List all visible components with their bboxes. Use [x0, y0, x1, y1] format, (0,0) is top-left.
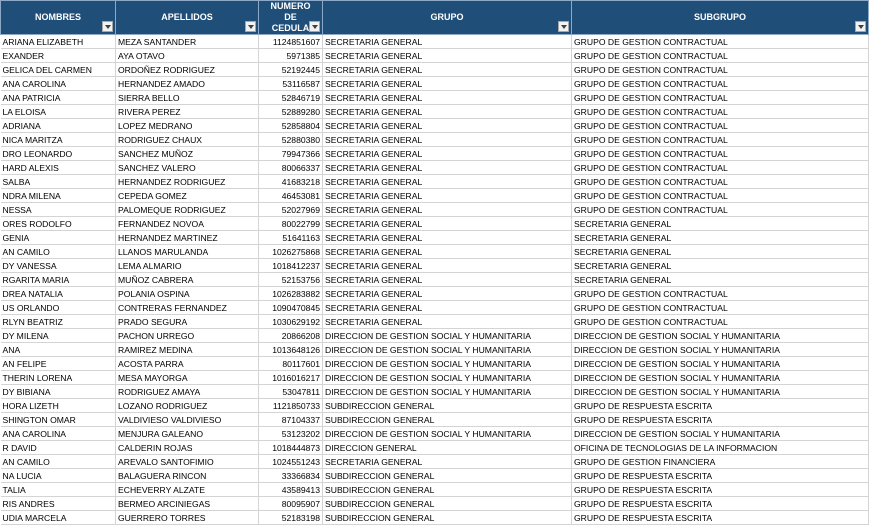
cell-apellidos[interactable]: ORDOÑEZ RODRIGUEZ [116, 63, 259, 77]
cell-cedula[interactable]: 43589413 [259, 483, 323, 497]
cell-grupo[interactable]: SECRETARIA GENERAL [323, 301, 572, 315]
cell-apellidos[interactable]: SIERRA BELLO [116, 91, 259, 105]
table-row [1, 357, 869, 371]
cell-subgrupo[interactable]: GRUPO DE GESTION CONTRACTUAL [572, 147, 869, 161]
cell-subgrupo[interactable]: SECRETARIA GENERAL [572, 273, 869, 287]
cell-nombres-text: EXANDER [2, 50, 45, 61]
cell-subgrupo[interactable]: SECRETARIA GENERAL [572, 217, 869, 231]
cell-nombres[interactable] [1, 301, 116, 315]
cell-apellidos[interactable]: LLANOS MARULANDA [116, 245, 259, 259]
cell-cedula[interactable]: 80095907 [259, 497, 323, 511]
cell-grupo[interactable]: DIRECCION DE GESTION SOCIAL Y HUMANITARIA [323, 371, 572, 385]
cell-apellidos[interactable]: PALOMEQUE RODRIGUEZ [116, 203, 259, 217]
cell-subgrupo[interactable]: GRUPO DE RESPUESTA ESCRITA [572, 399, 869, 413]
cell-nombres[interactable] [1, 119, 116, 133]
table-row [1, 399, 869, 413]
table-row [1, 49, 869, 63]
cell-subgrupo[interactable]: SECRETARIA GENERAL [572, 259, 869, 273]
table-row [1, 371, 869, 385]
cell-apellidos[interactable]: VALDIVIESO VALDIVIESO [116, 413, 259, 427]
cell-cedula[interactable]: 52880380 [259, 133, 323, 147]
cell-nombres[interactable] [1, 511, 116, 525]
cell-subgrupo[interactable]: GRUPO DE GESTION CONTRACTUAL [572, 287, 869, 301]
cell-apellidos[interactable]: MUÑOZ CABRERA [116, 273, 259, 287]
cell-nombres[interactable] [1, 49, 116, 63]
cell-nombres[interactable] [1, 469, 116, 483]
cell-apellidos[interactable]: BERMEO ARCINIEGAS [116, 497, 259, 511]
cell-nombres-text: NICA MARITZA [2, 134, 63, 145]
cell-cedula[interactable]: 80117601 [259, 357, 323, 371]
cell-nombres[interactable] [1, 175, 116, 189]
table-row [1, 91, 869, 105]
filter-dropdown-icon[interactable] [245, 21, 256, 32]
cell-subgrupo[interactable]: DIRECCION DE GESTION SOCIAL Y HUMANITARIA [572, 385, 869, 399]
table-row [1, 259, 869, 273]
cell-apellidos[interactable]: RAMIREZ MEDINA [116, 343, 259, 357]
cell-apellidos[interactable]: SANCHEZ MUÑOZ [116, 147, 259, 161]
table-row [1, 469, 869, 483]
cell-cedula[interactable]: 52846719 [259, 91, 323, 105]
cell-grupo[interactable]: DIRECCION DE GESTION SOCIAL Y HUMANITARIA [323, 385, 572, 399]
table-row [1, 483, 869, 497]
cell-apellidos[interactable]: GUERRERO TORRES [116, 511, 259, 525]
cell-nombres-text: ADRIANA [2, 120, 41, 131]
cell-cedula[interactable]: 1016016217 [259, 371, 323, 385]
table-row [1, 245, 869, 259]
cell-grupo[interactable]: SECRETARIA GENERAL [323, 133, 572, 147]
cell-grupo[interactable]: SECRETARIA GENERAL [323, 315, 572, 329]
table-row [1, 35, 869, 49]
cell-nombres-text: RLYN BEATRIZ [2, 316, 63, 327]
cell-apellidos[interactable]: LOPEZ MEDRANO [116, 119, 259, 133]
filter-dropdown-icon[interactable] [102, 21, 113, 32]
cell-cedula[interactable]: 52889280 [259, 105, 323, 119]
cell-cedula[interactable]: 52027969 [259, 203, 323, 217]
cell-nombres-text: AN CAMILO [2, 456, 50, 467]
cell-nombres-text: ORES RODOLFO [2, 218, 72, 229]
cell-subgrupo[interactable]: GRUPO DE RESPUESTA ESCRITA [572, 469, 869, 483]
cell-subgrupo[interactable]: GRUPO DE GESTION CONTRACTUAL [572, 77, 869, 91]
cell-nombres[interactable] [1, 497, 116, 511]
cell-apellidos[interactable]: MENJURA GALEANO [116, 427, 259, 441]
cell-nombres-text: LA ELOISA [2, 106, 46, 117]
cell-cedula[interactable]: 1026283882 [259, 287, 323, 301]
cell-nombres[interactable] [1, 385, 116, 399]
cell-apellidos[interactable]: ECHEVERRY ALZATE [116, 483, 259, 497]
table-row [1, 77, 869, 91]
cell-cedula[interactable]: 80066337 [259, 161, 323, 175]
cell-apellidos[interactable]: BALAGUERA RINCON [116, 469, 259, 483]
cell-nombres-text: AN CAMILO [2, 246, 50, 257]
header-subgrupo [572, 1, 869, 35]
cell-nombres-text: US ORLANDO [2, 302, 60, 313]
cell-grupo[interactable]: SECRETARIA GENERAL [323, 455, 572, 469]
cell-grupo[interactable]: SECRETARIA GENERAL [323, 189, 572, 203]
cell-nombres-text: ANA CAROLINA [2, 78, 67, 89]
cell-nombres-text: TALIA [2, 484, 26, 495]
cell-apellidos[interactable]: RODRIGUEZ CHAUX [116, 133, 259, 147]
cell-nombres-text: DY MILENA [2, 330, 49, 341]
cell-subgrupo[interactable]: GRUPO DE GESTION CONTRACTUAL [572, 203, 869, 217]
cell-apellidos[interactable]: HERNANDEZ AMADO [116, 77, 259, 91]
table-row [1, 287, 869, 301]
header-nombres [1, 1, 116, 35]
cell-grupo[interactable]: SECRETARIA GENERAL [323, 175, 572, 189]
cell-subgrupo[interactable]: GRUPO DE GESTION CONTRACTUAL [572, 133, 869, 147]
cell-subgrupo[interactable]: GRUPO DE GESTION CONTRACTUAL [572, 63, 869, 77]
cell-cedula[interactable]: 1013648126 [259, 343, 323, 357]
table-row [1, 189, 869, 203]
cell-subgrupo[interactable]: GRUPO DE GESTION CONTRACTUAL [572, 161, 869, 175]
cell-nombres-text: HORA LIZETH [2, 400, 59, 411]
table-row [1, 497, 869, 511]
cell-nombres-text: HARD ALEXIS [2, 162, 59, 173]
cell-nombres[interactable] [1, 161, 116, 175]
cell-apellidos[interactable]: LEMA ALMARIO [116, 259, 259, 273]
table-row [1, 147, 869, 161]
cell-grupo[interactable]: SECRETARIA GENERAL [323, 273, 572, 287]
cell-grupo[interactable]: SUBDIRECCION GENERAL [323, 469, 572, 483]
header-grupo-label: GRUPO [430, 12, 464, 22]
cell-apellidos[interactable]: PRADO SEGURA [116, 315, 259, 329]
cell-apellidos[interactable]: RODRIGUEZ AMAYA [116, 385, 259, 399]
cell-nombres[interactable] [1, 63, 116, 77]
cell-apellidos[interactable]: CEPEDA GOMEZ [116, 189, 259, 203]
cell-cedula[interactable]: 1018444873 [259, 441, 323, 455]
cell-nombres-text: UDIA MARCELA [2, 512, 67, 523]
cell-nombres-text: ARIANA ELIZABETH [2, 36, 84, 47]
table-row [1, 511, 869, 525]
cell-grupo[interactable]: SECRETARIA GENERAL [323, 77, 572, 91]
cell-grupo[interactable]: SUBDIRECCION GENERAL [323, 511, 572, 525]
cell-subgrupo[interactable]: GRUPO DE GESTION CONTRACTUAL [572, 175, 869, 189]
cell-subgrupo[interactable]: DIRECCION DE GESTION SOCIAL Y HUMANITARIA [572, 357, 869, 371]
cell-subgrupo[interactable]: GRUPO DE RESPUESTA ESCRITA [572, 413, 869, 427]
cell-subgrupo[interactable]: GRUPO DE GESTION CONTRACTUAL [572, 105, 869, 119]
cell-cedula[interactable]: 51641163 [259, 231, 323, 245]
cell-nombres-text: ANA PATRICIA [2, 92, 61, 103]
cell-nombres-text: RIS ANDRES [2, 498, 55, 509]
cell-cedula[interactable]: 1030629192 [259, 315, 323, 329]
cell-nombres[interactable] [1, 455, 116, 469]
cell-grupo[interactable]: SECRETARIA GENERAL [323, 49, 572, 63]
header-grupo [323, 1, 572, 35]
table-row [1, 63, 869, 77]
cell-cedula[interactable]: 52153756 [259, 273, 323, 287]
header-nombres-label: NOMBRES [34, 12, 81, 22]
cell-apellidos[interactable]: PACHON URREGO [116, 329, 259, 343]
cell-cedula[interactable]: 1026275868 [259, 245, 323, 259]
cell-apellidos[interactable]: CALDERIN ROJAS [116, 441, 259, 455]
cell-cedula[interactable]: 46453081 [259, 189, 323, 203]
cell-cedula[interactable]: 41683218 [259, 175, 323, 189]
cell-cedula[interactable]: 1124851607 [259, 35, 323, 49]
cell-nombres-text: DRO LEONARDO [2, 148, 73, 159]
cell-apellidos[interactable]: RIVERA PEREZ [116, 105, 259, 119]
cell-subgrupo[interactable]: SECRETARIA GENERAL [572, 245, 869, 259]
cell-nombres[interactable] [1, 357, 116, 371]
cell-grupo[interactable]: DIRECCION DE GESTION SOCIAL Y HUMANITARIA [323, 427, 572, 441]
cell-nombres-text: ANA CAROLINA [2, 428, 67, 439]
cell-nombres[interactable] [1, 245, 116, 259]
header-cedula-label: NUMERO DE CEDULA [270, 1, 311, 33]
cell-cedula[interactable]: 1024551243 [259, 455, 323, 469]
cell-cedula[interactable]: 52183198 [259, 511, 323, 525]
cell-subgrupo[interactable]: GRUPO DE GESTION CONTRACTUAL [572, 49, 869, 63]
table-row [1, 301, 869, 315]
table-row [1, 329, 869, 343]
cell-subgrupo[interactable]: DIRECCION DE GESTION SOCIAL Y HUMANITARIA [572, 343, 869, 357]
cell-cedula[interactable]: 79947366 [259, 147, 323, 161]
cell-grupo[interactable]: SECRETARIA GENERAL [323, 161, 572, 175]
cell-cedula[interactable]: 20866208 [259, 329, 323, 343]
cell-apellidos[interactable]: CONTRERAS FERNANDEZ [116, 301, 259, 315]
cell-cedula[interactable]: 87104337 [259, 413, 323, 427]
cell-nombres[interactable] [1, 133, 116, 147]
cell-grupo[interactable]: SECRETARIA GENERAL [323, 91, 572, 105]
cell-nombres[interactable] [1, 189, 116, 203]
cell-cedula[interactable]: 52192445 [259, 63, 323, 77]
cell-grupo[interactable]: DIRECCION GENERAL [323, 441, 572, 455]
cell-nombres-text: GENIA [2, 232, 30, 243]
cell-cedula[interactable]: 80022799 [259, 217, 323, 231]
cell-subgrupo[interactable]: DIRECCION DE GESTION SOCIAL Y HUMANITARIA [572, 329, 869, 343]
cell-grupo[interactable]: SECRETARIA GENERAL [323, 245, 572, 259]
cell-subgrupo[interactable]: GRUPO DE RESPUESTA ESCRITA [572, 511, 869, 525]
cell-nombres[interactable] [1, 413, 116, 427]
cell-cedula[interactable]: 33366834 [259, 469, 323, 483]
cell-nombres[interactable] [1, 483, 116, 497]
cell-nombres[interactable] [1, 315, 116, 329]
cell-nombres-text: SALBA [2, 176, 31, 187]
cell-subgrupo[interactable]: OFICINA DE TECNOLOGIAS DE LA INFORMACION [572, 441, 869, 455]
cell-cedula[interactable]: 1018412237 [259, 259, 323, 273]
cell-nombres[interactable] [1, 77, 116, 91]
cell-nombres-text: DY VANESSA [2, 260, 57, 271]
cell-grupo[interactable]: DIRECCION DE GESTION SOCIAL Y HUMANITARIA [323, 357, 572, 371]
cell-apellidos[interactable]: LOZANO RODRIGUEZ [116, 399, 259, 413]
cell-grupo[interactable]: SUBDIRECCION GENERAL [323, 483, 572, 497]
cell-nombres[interactable] [1, 371, 116, 385]
cell-grupo[interactable]: SECRETARIA GENERAL [323, 259, 572, 273]
cell-cedula[interactable]: 53047811 [259, 385, 323, 399]
cell-nombres[interactable] [1, 35, 116, 49]
cell-grupo[interactable]: SECRETARIA GENERAL [323, 105, 572, 119]
cell-apellidos[interactable]: SANCHEZ VALERO [116, 161, 259, 175]
cell-nombres-text: NA LUCIA [2, 470, 42, 481]
table-row [1, 133, 869, 147]
cell-subgrupo[interactable]: GRUPO DE GESTION FINANCIERA [572, 455, 869, 469]
table-row [1, 343, 869, 357]
table-row [1, 175, 869, 189]
cell-subgrupo[interactable]: GRUPO DE GESTION CONTRACTUAL [572, 35, 869, 49]
cell-nombres[interactable] [1, 329, 116, 343]
header-apellidos-label: APELLIDOS [161, 12, 213, 22]
cell-subgrupo[interactable]: GRUPO DE GESTION CONTRACTUAL [572, 119, 869, 133]
cell-grupo[interactable]: SECRETARIA GENERAL [323, 203, 572, 217]
table-body [1, 35, 869, 525]
cell-nombres[interactable] [1, 441, 116, 455]
cell-apellidos[interactable]: MEZA SANTANDER [116, 35, 259, 49]
table-row [1, 217, 869, 231]
cell-subgrupo[interactable]: GRUPO DE GESTION CONTRACTUAL [572, 301, 869, 315]
cell-grupo[interactable]: SECRETARIA GENERAL [323, 63, 572, 77]
cell-grupo[interactable]: SECRETARIA GENERAL [323, 287, 572, 301]
cell-nombres-text: DREA NATALIA [2, 288, 63, 299]
cell-nombres[interactable] [1, 147, 116, 161]
cell-apellidos[interactable]: MESA MAYORGA [116, 371, 259, 385]
filter-dropdown-icon[interactable] [558, 21, 569, 32]
cell-nombres-text: GELICA DEL CARMEN [2, 64, 92, 75]
cell-subgrupo[interactable]: GRUPO DE RESPUESTA ESCRITA [572, 497, 869, 511]
table-row [1, 427, 869, 441]
cell-nombres[interactable] [1, 343, 116, 357]
cell-nombres-text: NESSA [2, 204, 32, 215]
cell-cedula[interactable]: 52858804 [259, 119, 323, 133]
cell-nombres-text: ANA [2, 344, 21, 355]
cell-apellidos[interactable]: AREVALO SANTOFIMIO [116, 455, 259, 469]
cell-nombres[interactable] [1, 105, 116, 119]
header-cedula [259, 1, 323, 35]
table-row [1, 385, 869, 399]
header-row [1, 1, 869, 35]
table-row [1, 161, 869, 175]
cell-cedula[interactable]: 1121850733 [259, 399, 323, 413]
cell-subgrupo[interactable]: DIRECCION DE GESTION SOCIAL Y HUMANITARIA [572, 427, 869, 441]
cell-grupo[interactable]: DIRECCION DE GESTION SOCIAL Y HUMANITARIA [323, 343, 572, 357]
table-row [1, 455, 869, 469]
table-row [1, 441, 869, 455]
cell-cedula[interactable]: 53123202 [259, 427, 323, 441]
cell-cedula[interactable]: 53116587 [259, 77, 323, 91]
cell-nombres-text: NDRA MILENA [2, 190, 61, 201]
cell-nombres[interactable] [1, 273, 116, 287]
cell-grupo[interactable]: SECRETARIA GENERAL [323, 119, 572, 133]
cell-apellidos[interactable]: AYA OTAVO [116, 49, 259, 63]
cell-subgrupo[interactable]: GRUPO DE GESTION CONTRACTUAL [572, 189, 869, 203]
cell-apellidos[interactable]: HERNANDEZ RODRIGUEZ [116, 175, 259, 189]
cell-nombres-text: R DAVID [2, 442, 37, 453]
cell-subgrupo[interactable]: GRUPO DE RESPUESTA ESCRITA [572, 483, 869, 497]
cell-grupo[interactable]: SUBDIRECCION GENERAL [323, 399, 572, 413]
cell-nombres[interactable] [1, 287, 116, 301]
table-row [1, 413, 869, 427]
header-apellidos [116, 1, 259, 35]
cell-grupo[interactable]: SECRETARIA GENERAL [323, 147, 572, 161]
cell-nombres-text: AN FELIPE [2, 358, 47, 369]
cell-cedula[interactable]: 1090470845 [259, 301, 323, 315]
cell-nombres[interactable] [1, 231, 116, 245]
table-row [1, 315, 869, 329]
cell-cedula[interactable]: 5971385 [259, 49, 323, 63]
cell-nombres[interactable] [1, 217, 116, 231]
cell-grupo[interactable]: SUBDIRECCION GENERAL [323, 413, 572, 427]
cell-grupo[interactable]: SECRETARIA GENERAL [323, 35, 572, 49]
table-row [1, 105, 869, 119]
filter-dropdown-icon[interactable] [855, 21, 866, 32]
cell-nombres[interactable] [1, 259, 116, 273]
header-subgrupo-label: SUBGRUPO [693, 12, 746, 22]
cell-apellidos[interactable]: ACOSTA PARRA [116, 357, 259, 371]
cell-nombres-text: THERIN LORENA [2, 372, 73, 383]
cell-nombres-text: RGARITA MARIA [2, 274, 70, 285]
cell-apellidos[interactable]: HERNANDEZ MARTINEZ [116, 231, 259, 245]
cell-nombres[interactable] [1, 91, 116, 105]
cell-nombres-text: SHINGTON OMAR [2, 414, 76, 425]
cell-grupo[interactable]: SUBDIRECCION GENERAL [323, 497, 572, 511]
table-row [1, 203, 869, 217]
cell-subgrupo[interactable]: GRUPO DE GESTION CONTRACTUAL [572, 315, 869, 329]
cell-apellidos[interactable]: POLANIA OSPINA [116, 287, 259, 301]
cell-grupo[interactable]: SECRETARIA GENERAL [323, 217, 572, 231]
cell-subgrupo[interactable]: GRUPO DE GESTION CONTRACTUAL [572, 91, 869, 105]
cell-grupo[interactable]: DIRECCION DE GESTION SOCIAL Y HUMANITARIA [323, 329, 572, 343]
filter-dropdown-icon[interactable] [309, 21, 320, 32]
table-row [1, 231, 869, 245]
cell-subgrupo[interactable]: DIRECCION DE GESTION SOCIAL Y HUMANITARIA [572, 371, 869, 385]
cell-apellidos[interactable]: FERNANDEZ NOVOA [116, 217, 259, 231]
cell-grupo[interactable]: SECRETARIA GENERAL [323, 231, 572, 245]
cell-nombres[interactable] [1, 399, 116, 413]
cell-nombres[interactable] [1, 427, 116, 441]
table-row [1, 119, 869, 133]
cell-subgrupo[interactable]: SECRETARIA GENERAL [572, 231, 869, 245]
cell-nombres-text: DY BIBIANA [2, 386, 51, 397]
cell-nombres[interactable] [1, 203, 116, 217]
table-row [1, 273, 869, 287]
